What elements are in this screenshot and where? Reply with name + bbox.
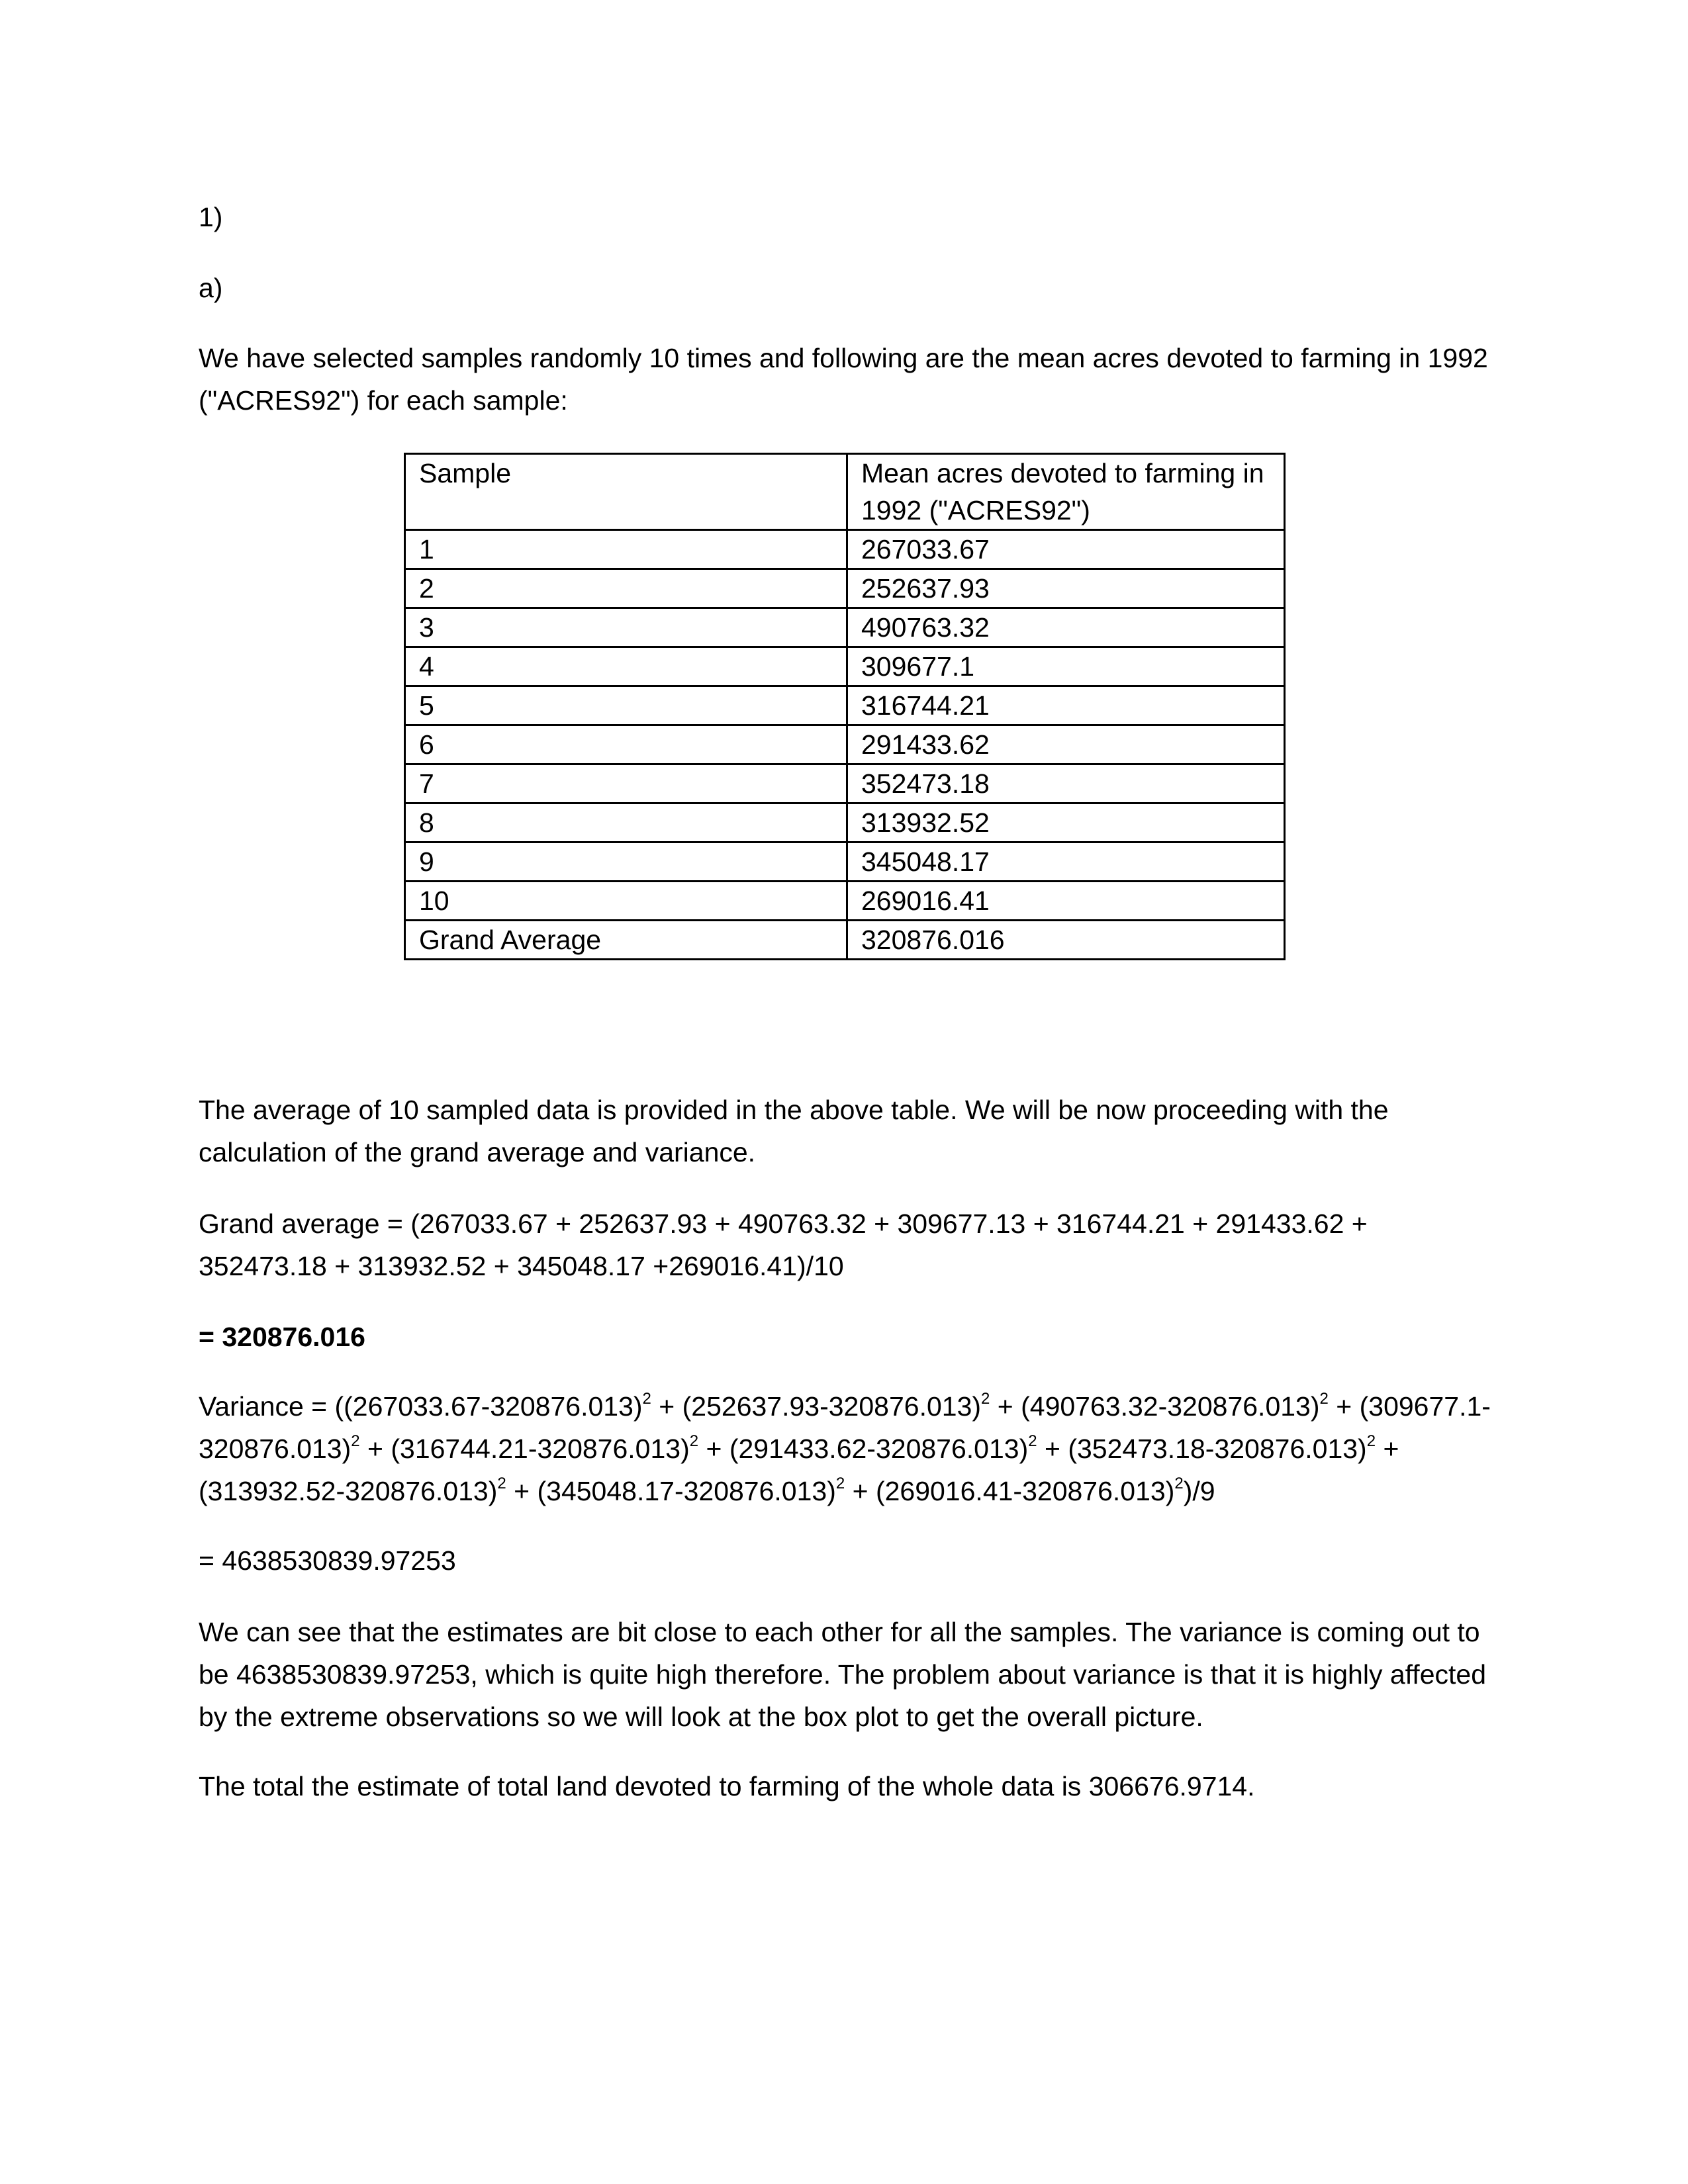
table-row (405, 803, 1285, 842)
table-row (405, 608, 1285, 647)
table-row (405, 569, 1285, 608)
question-number: 1) (199, 202, 223, 232)
variance-term: (309677.1-320876.013) (199, 1391, 1491, 1464)
table-row (405, 686, 1285, 725)
intro-paragraph: We have selected samples randomly 10 times and following are the mean acres devoted to farming in 1992 ("ACRES92") for each sample: (199, 343, 1488, 416)
sample-cell: 3 (405, 608, 847, 647)
variance-suffix: )/9 (1183, 1476, 1215, 1506)
sample-cell: 10 (405, 882, 847, 921)
exponent: 2 (1028, 1432, 1037, 1450)
variance-term: (352473.18-320876.013) (1068, 1433, 1367, 1464)
table-row (405, 725, 1285, 764)
estimates-paragraph: We can see that the estimates are bit close to each other for all the samples. The variance is coming out to be 4638530839.97253, which is quite high therefore. The problem about variance is that it is highly affected by the extreme observations so we will look at the box plot to get the overall picture. (199, 1617, 1486, 1732)
table-row (405, 921, 1285, 960)
exponent: 2 (981, 1390, 990, 1408)
part-label: a) (199, 273, 223, 303)
variance-term: (313932.52-320876.013) (199, 1476, 498, 1506)
mean-acres-cell: 345048.17 (847, 842, 1285, 882)
table-header-row (405, 454, 1285, 530)
exponent: 2 (351, 1432, 360, 1450)
variance-term: (316744.21-320876.013) (391, 1433, 690, 1464)
mean-acres-cell: 309677.1 (847, 647, 1285, 686)
mean-acres-cell: 490763.32 (847, 608, 1285, 647)
sample-cell: 6 (405, 725, 847, 764)
variance-prefix: Variance = ( (199, 1391, 344, 1422)
mean-acres-cell: 252637.93 (847, 569, 1285, 608)
sample-cell: 1 (405, 530, 847, 569)
sample-cell: Sample (405, 454, 847, 530)
mean-acres-cell: Mean acres devoted to farming in 1992 ("ACRES92") (847, 454, 1285, 530)
variance-term: (345048.17-320876.013) (537, 1476, 836, 1506)
variance-term: (267033.67-320876.013) (344, 1391, 643, 1422)
variance-term: (490763.32-320876.013) (1021, 1391, 1320, 1422)
variance-formula: Variance = $((267033.67-320876.013)^2 + (252637.93-320876.013)^2 + (490763.32-320876.013)^2 + (309677.1-320876.013)^2 + (316744.21-320876.013)^2 + (291433.62-320876.013)^2 + (352473.18-320876.013)^2 + (313932.52-320876.013)^2 + (345048.17-320876.013)^2 + (269016.41-320876.013)^2)/9$ (199, 1390, 1491, 1506)
mean-acres-cell: 320876.016 (847, 921, 1285, 960)
total-paragraph: The total the estimate of total land devoted to farming of the whole data is 306676.9714. (199, 1771, 1255, 1801)
sample-cell: Grand Average (405, 921, 847, 960)
exponent: 2 (497, 1475, 506, 1492)
exponent: 2 (1174, 1475, 1184, 1492)
sample-cell: 9 (405, 842, 847, 882)
table-row (405, 530, 1285, 569)
table-row (405, 647, 1285, 686)
variance-term: (291433.62-320876.013) (729, 1433, 1029, 1464)
mean-acres-cell: 313932.52 (847, 803, 1285, 842)
grand-average-formula: Grand average = (267033.67 + 252637.93 + 490763.32 + 309677.13 + 316744.21 + 291433.62 + 352473.18 + 313932.52 + 345048.17 +269016.41)/10 (199, 1208, 1368, 1281)
sample-means-table (404, 453, 1286, 960)
mean-acres-cell: 267033.67 (847, 530, 1285, 569)
table-row (405, 842, 1285, 882)
grand-average-result: = 320876.016 (199, 1322, 365, 1352)
variance-term: (269016.41-320876.013) (875, 1476, 1175, 1506)
exponent: 2 (1319, 1390, 1329, 1408)
sample-cell: 2 (405, 569, 847, 608)
mean-acres-cell: 316744.21 (847, 686, 1285, 725)
sample-cell: 8 (405, 803, 847, 842)
table-row (405, 882, 1285, 921)
sample-cell: 4 (405, 647, 847, 686)
mean-acres-cell: 352473.18 (847, 764, 1285, 803)
exponent: 2 (689, 1432, 699, 1450)
variance-result: = 4638530839.97253 (199, 1545, 456, 1576)
variance-term: (252637.93-320876.013) (682, 1391, 982, 1422)
sample-cell: 7 (405, 764, 847, 803)
mean-acres-cell: 291433.62 (847, 725, 1285, 764)
sample-cell: 5 (405, 686, 847, 725)
exponent: 2 (642, 1390, 651, 1408)
table-row (405, 764, 1285, 803)
mean-acres-cell: 269016.41 (847, 882, 1285, 921)
average-paragraph: The average of 10 sampled data is provided in the above table. We will be now proceeding with the calculation of the grand average and variance. (199, 1095, 1389, 1167)
exponent: 2 (835, 1475, 845, 1492)
exponent: 2 (1366, 1432, 1376, 1450)
